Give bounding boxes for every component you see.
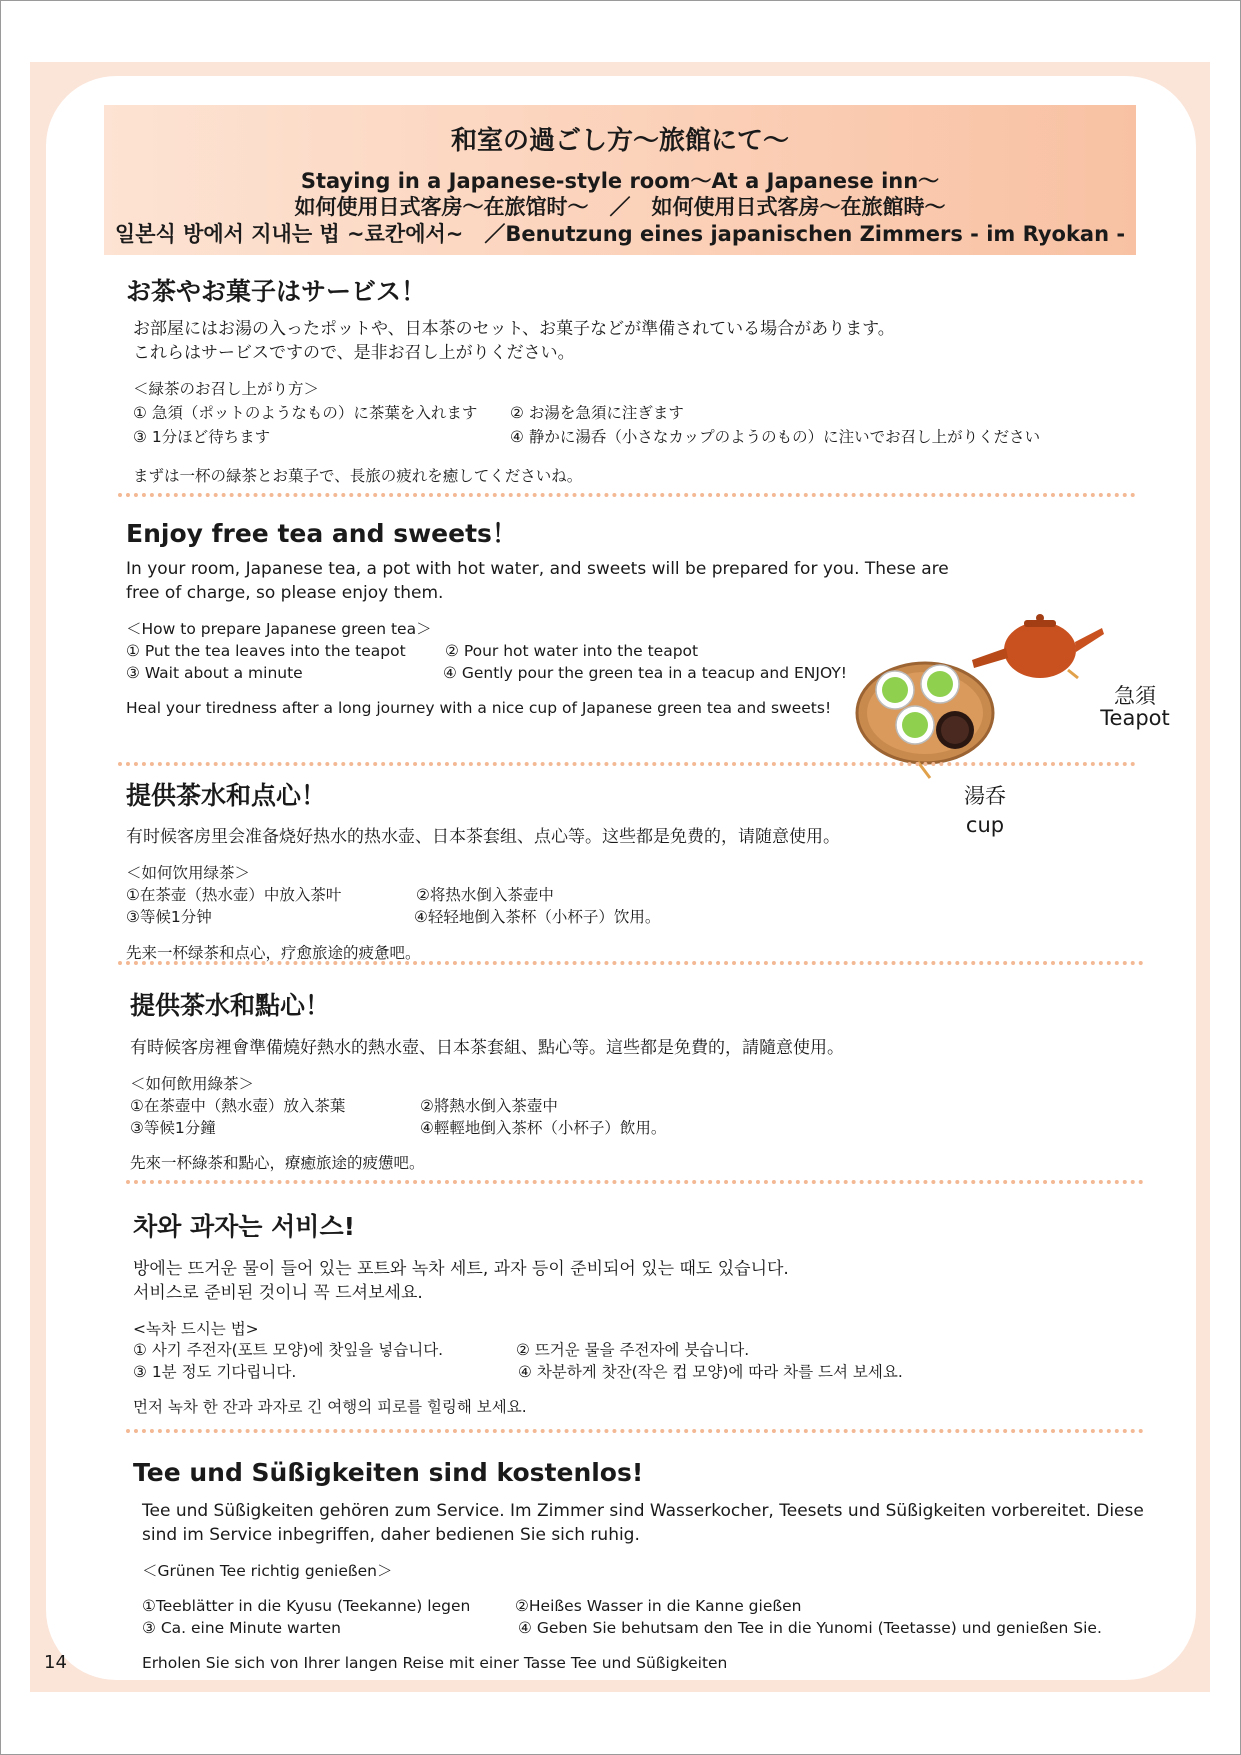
ko-step-2: ② 뜨거운 물을 주전자에 붓습니다. <box>516 1341 750 1359</box>
section-divider <box>118 961 1144 965</box>
en-step-4: ④ Gently pour the green tea in a teacup and ENJOY! <box>443 664 848 682</box>
en-paragraph-2: free of charge, so please enjoy them. <box>126 583 444 603</box>
title-english: Staying in a Japanese-style room～At a Japanese inn～ <box>300 169 940 193</box>
zh-tw-step-4: ④輕輕地倒入茶杯（小杯子）飲用。 <box>420 1119 667 1137</box>
ko-step-3: ③ 1분 정도 기다립니다. <box>133 1363 297 1381</box>
title-chinese: 如何使用日式客房～在旅馆时～ ／ 如何使用日式客房～在旅館時～ <box>294 195 946 219</box>
ja-step-2: ② お湯を急須に注ぎます <box>510 404 684 422</box>
zh-cn-how-title: ＜如何饮用绿茶＞ <box>126 864 251 882</box>
ko-heading: 차와 과자는 서비스! <box>133 1212 356 1241</box>
ja-paragraph-1: お部屋にはお湯の入ったポットや、日本茶のセット、お菓子などが準備されている場合があります。 <box>133 319 895 339</box>
zh-tw-step-2: ②將熱水倒入茶壺中 <box>420 1097 558 1115</box>
zh-tw-step-3: ③等候1分鐘 <box>130 1119 216 1137</box>
ko-step-1: ① 사기 주전자(포트 모양)에 찻잎을 넣습니다. <box>133 1341 444 1359</box>
teapot-pointer <box>1068 670 1078 678</box>
title-korean-german: 일본식 방에서 지내는 법 ~료칸에서~ ／Benutzung eines japanischen Zimmers - im Ryokan - <box>114 222 1126 246</box>
zh-cn-paragraph: 有时候客房里会准备烧好热水的热水壶、日本茶套组、点心等。这些都是免费的，请随意使用。 <box>126 827 840 847</box>
en-step-3: ③ Wait about a minute <box>126 664 303 682</box>
ko-paragraph-1: 방에는 뜨거운 물이 들어 있는 포트와 녹차 세트, 과자 등이 준비되어 있는 때도 있습니다. <box>133 1259 789 1279</box>
en-heading: Enjoy free tea and sweets！ <box>126 519 517 548</box>
ja-step-1: ① 急須（ポットのようなもの）に茶葉を入れます <box>133 404 478 422</box>
zh-tw-paragraph: 有時候客房裡會準備燒好熱水的熱水壺、日本茶套組、點心等。這些都是免費的，請隨意使用。 <box>130 1038 844 1058</box>
teapot-icon <box>972 614 1104 678</box>
ja-closing: まずは一杯の緑茶とお菓子で、長旅の疲れを癒してくださいね。 <box>133 467 583 485</box>
zh-tw-closing: 先來一杯綠茶和點心，療癒旅途的疲憊吧。 <box>130 1154 425 1172</box>
zh-tw-heading: 提供茶水和點心！ <box>130 991 331 1020</box>
en-step-1: ① Put the tea leaves into the teapot <box>126 642 406 660</box>
ko-step-4: ④ 차분하게 찻잔(작은 컵 모양)에 따라 차를 드셔 보세요. <box>518 1363 903 1381</box>
ja-paragraph-2: これらはサービスですので、是非お召し上がりください。 <box>133 343 575 363</box>
de-heading: Tee und Süßigkeiten sind kostenlos! <box>133 1458 644 1487</box>
zh-cn-step-2: ②将热水倒入茶壶中 <box>416 886 554 904</box>
section-divider <box>126 1180 1144 1184</box>
de-step-4: ④ Geben Sie behutsam den Tee in die Yunomi (Teetasse) und genießen Sie. <box>518 1619 1102 1637</box>
de-closing: Erholen Sie sich von Ihrer langen Reise mit einer Tasse Tee und Süßigkeiten <box>142 1654 728 1672</box>
teacup-icon <box>921 665 959 703</box>
teacup-icon <box>876 671 914 709</box>
zh-cn-closing: 先来一杯绿茶和点心，疗愈旅途的疲惫吧。 <box>126 944 421 962</box>
en-step-2: ② Pour hot water into the teapot <box>445 642 699 660</box>
title-japanese: 和室の過ごし方～旅館にて～ <box>450 126 789 156</box>
en-closing: Heal your tiredness after a long journey with a nice cup of Japanese green tea and sweets! <box>126 699 832 717</box>
sweets-icon <box>936 711 974 749</box>
en-paragraph-1: In your room, Japanese tea, a pot with hot water, and sweets will be prepared for you. These are <box>126 559 949 579</box>
zh-tw-step-1: ①在茶壺中（熱水壺）放入茶葉 <box>130 1097 346 1115</box>
ja-step-3: ③ 1分ほど待ちます <box>133 428 271 446</box>
ko-how-title: <녹차 드시는 법> <box>133 1320 259 1338</box>
page-number: 14 <box>44 1652 67 1673</box>
ko-paragraph-2: 서비스로 준비된 것이니 꼭 드셔보세요. <box>133 1283 423 1303</box>
de-paragraph-2: sind im Service inbegriffen, daher bedienen Sie sich ruhig. <box>142 1525 640 1545</box>
zh-cn-step-4: ④轻轻地倒入茶杯（小杯子）饮用。 <box>414 908 661 926</box>
cup-label-en: cup <box>965 813 1005 837</box>
de-step-1: ①Teeblätter in die Kyusu (Teekanne) legen <box>142 1597 471 1615</box>
section-divider <box>118 762 1136 766</box>
de-step-2: ②Heißes Wasser in die Kanne gießen <box>515 1597 802 1615</box>
teapot-label-en: Teapot <box>1100 706 1170 730</box>
zh-cn-heading: 提供茶水和点心！ <box>126 781 327 810</box>
zh-cn-step-3: ③等候1分钟 <box>126 908 212 926</box>
ja-heading: お茶やお菓子はサービス！ <box>126 277 427 306</box>
title-banner <box>104 105 1136 255</box>
ja-how-title: ＜緑茶のお召し上がり方＞ <box>133 380 320 398</box>
zh-tw-how-title: ＜如何飲用綠茶＞ <box>130 1075 255 1093</box>
teacup-icon <box>896 706 934 744</box>
zh-cn-step-1: ①在茶壶（热水壶）中放入茶叶 <box>126 886 342 904</box>
teapot-label-ja: 急須 <box>1114 684 1156 708</box>
de-step-3: ③ Ca. eine Minute warten <box>142 1619 341 1637</box>
cup-label-ja: 湯呑 <box>964 784 1006 808</box>
de-paragraph-1: Tee und Süßigkeiten gehören zum Service. Im Zimmer sind Wasserkocher, Teesets und Süßigkeiten vorbereitet. Diese <box>142 1501 1144 1521</box>
en-how-title: ＜How to prepare Japanese green tea＞ <box>126 620 432 638</box>
ko-closing: 먼저 녹차 한 잔과 과자로 긴 여행의 피로를 힐링해 보세요. <box>133 1398 527 1416</box>
de-how-title: ＜Grünen Tee richtig genießen＞ <box>142 1562 393 1580</box>
section-divider <box>118 493 1136 497</box>
section-divider <box>126 1429 1144 1433</box>
ja-step-4: ④ 静かに湯呑（小さなカップのようのもの）に注いでお召し上がりください <box>510 428 1041 446</box>
